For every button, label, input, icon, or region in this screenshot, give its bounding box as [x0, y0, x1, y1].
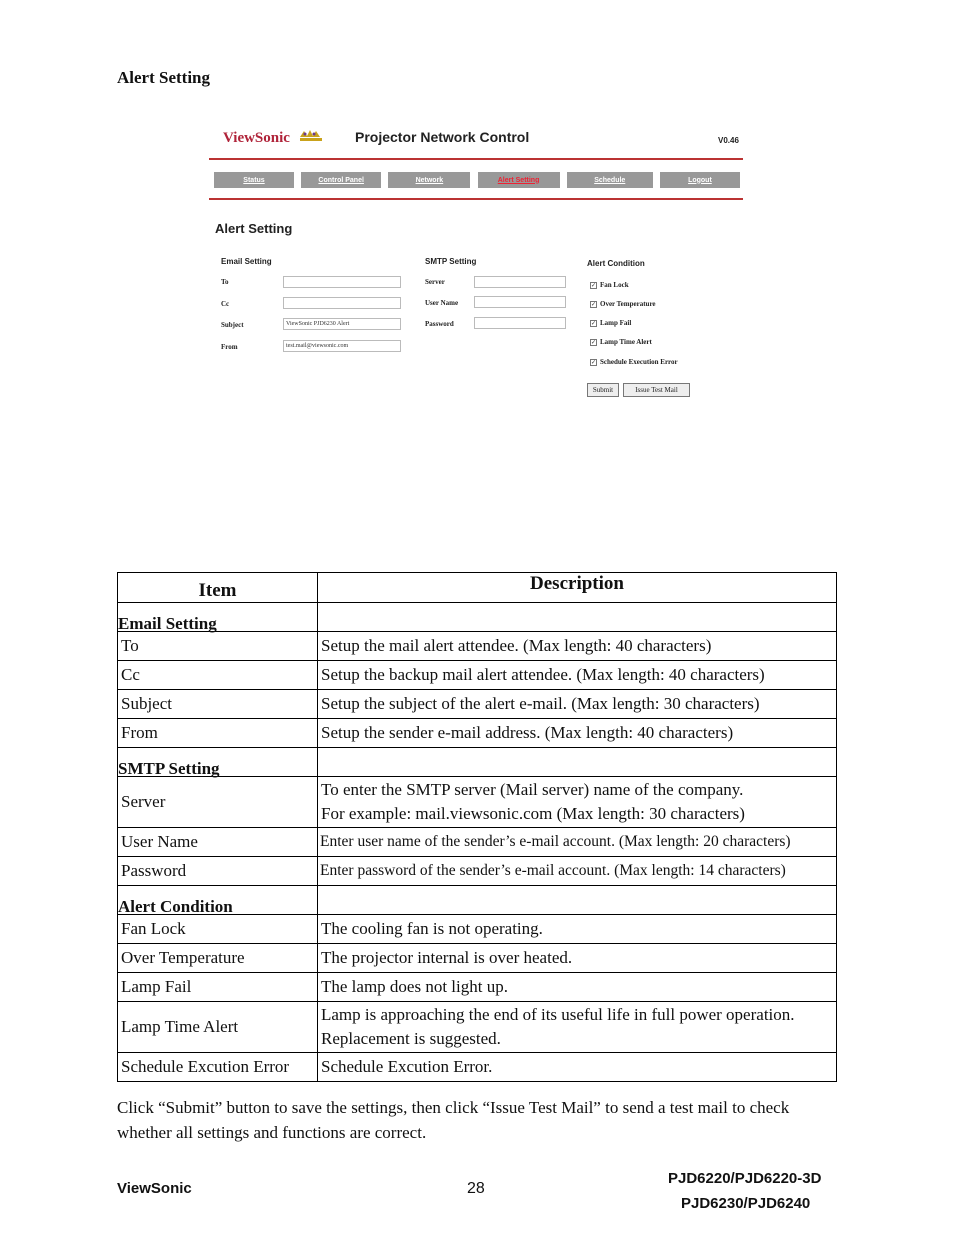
birds-logo-icon — [299, 128, 323, 142]
from-input[interactable]: test.mail@viewsonic.com — [283, 340, 401, 352]
item-cell: Password — [118, 857, 318, 886]
nav-network[interactable]: Network — [388, 172, 470, 188]
table-row — [118, 661, 837, 690]
item-cell: Lamp Time Alert — [118, 1002, 318, 1053]
section-row-alert — [118, 886, 837, 915]
table-row — [118, 857, 837, 886]
desc-cell: The lamp does not light up. — [318, 973, 837, 1002]
schedule-error-checkbox[interactable]: ✓ — [591, 360, 597, 366]
item-cell: Schedule Excution Error — [118, 1053, 318, 1082]
smtp-setting-heading: SMTP Setting — [425, 257, 477, 266]
footer-brand: ViewSonic — [117, 1180, 192, 1197]
page-heading: Alert Setting — [117, 68, 211, 87]
section-row-smtp — [118, 748, 837, 777]
server-input[interactable] — [474, 276, 566, 288]
table-row — [118, 632, 837, 661]
password-label: Password — [425, 320, 454, 328]
footer-model-line-2: PJD6230/PJD6240 — [681, 1195, 811, 1212]
item-cell: Fan Lock — [118, 915, 318, 944]
desc-line: For example: mail.viewsonic.com (Max length: 30 characters) — [321, 804, 745, 823]
nav-schedule[interactable]: Schedule — [567, 172, 653, 188]
footer-model-line-1: PJD6220/PJD6220-3D — [668, 1170, 822, 1187]
item-cell: User Name — [118, 828, 318, 857]
nav-alert-setting[interactable]: Alert Setting — [478, 172, 560, 188]
item-cell: To — [118, 632, 318, 661]
item-cell: Lamp Fail — [118, 973, 318, 1002]
email-setting-heading: Email Setting — [221, 257, 272, 266]
lamp-time-alert-checkbox[interactable]: ✓ — [591, 340, 597, 346]
alert-setting-title: Alert Setting — [215, 221, 293, 236]
to-input[interactable] — [283, 276, 401, 288]
table-row — [118, 1053, 837, 1082]
desc-line: Lamp is approaching the end of its useful life in full power operation. — [321, 1005, 795, 1024]
section-alert-condition: Alert Condition — [118, 886, 318, 915]
desc-cell: Schedule Excution Error. — [318, 1053, 837, 1082]
table-row — [118, 973, 837, 1002]
description-table — [117, 572, 837, 1082]
issue-test-mail-button[interactable]: Issue Test Mail — [623, 383, 690, 397]
alert-condition-heading: Alert Condition — [587, 259, 645, 268]
instruction-note: Click “Submit” button to save the settings, then click “Issue Test Mail” to send a test mail to check whether all settings and functions are correct. — [117, 1098, 790, 1142]
subject-label: Subject — [221, 321, 244, 329]
item-cell: Over Temperature — [118, 944, 318, 973]
nav-status[interactable]: Status — [214, 172, 294, 188]
page-number: 28 — [467, 1180, 485, 1197]
section-row-email — [118, 603, 837, 632]
item-cell: From — [118, 719, 318, 748]
submit-button[interactable]: Submit — [587, 383, 619, 397]
subject-input[interactable]: ViewSonic PJD6230 Alert — [283, 318, 401, 330]
desc-cell: The cooling fan is not operating. — [318, 915, 837, 944]
schedule-error-label: Schedule Execution Error — [600, 358, 678, 366]
cc-input[interactable] — [283, 297, 401, 309]
lamp-fail-checkbox[interactable]: ✓ — [591, 321, 597, 327]
fan-lock-label: Fan Lock — [600, 281, 629, 289]
header-description: Description — [318, 573, 837, 603]
web-ui-screenshot — [207, 120, 747, 410]
desc-line: To enter the SMTP server (Mail server) name of the company. — [321, 780, 744, 799]
table-row — [118, 777, 837, 828]
table-row — [118, 915, 837, 944]
brand-logo: ViewSonic — [223, 130, 290, 146]
desc-cell — [318, 1002, 837, 1053]
lamp-time-alert-label: Lamp Time Alert — [600, 338, 652, 346]
to-label: To — [221, 278, 229, 286]
section-email-setting: Email Setting — [118, 603, 318, 632]
desc-cell: Setup the subject of the alert e-mail. (Max length: 30 characters) — [318, 690, 837, 719]
section-smtp-setting: SMTP Setting — [118, 748, 318, 777]
table-row — [118, 1002, 837, 1053]
table-row — [118, 828, 837, 857]
table-row — [118, 690, 837, 719]
nav-control-panel[interactable]: Control Panel — [301, 172, 381, 188]
server-label: Server — [425, 278, 445, 286]
item-cell: Server — [118, 777, 318, 828]
over-temperature-checkbox[interactable]: ✓ — [591, 302, 597, 308]
version-label: V0.46 — [718, 136, 739, 145]
lamp-fail-label: Lamp Fail — [600, 319, 632, 327]
desc-cell: Enter user name of the sender’s e-mail account. (Max length: 20 characters) — [318, 828, 837, 857]
item-cell: Cc — [118, 661, 318, 690]
desc-cell: Setup the mail alert attendee. (Max length: 40 characters) — [318, 632, 837, 661]
from-label: From — [221, 343, 238, 351]
table-row — [118, 944, 837, 973]
item-cell: Subject — [118, 690, 318, 719]
table-row — [118, 719, 837, 748]
user-name-label: User Name — [425, 299, 459, 307]
fan-lock-checkbox[interactable]: ✓ — [591, 283, 597, 289]
nav-divider — [209, 198, 743, 200]
desc-cell: Setup the sender e-mail address. (Max length: 40 characters) — [318, 719, 837, 748]
nav-logout[interactable]: Logout — [660, 172, 740, 188]
app-title: Projector Network Control — [355, 129, 530, 145]
header-item: Item — [118, 573, 318, 603]
desc-cell — [318, 777, 837, 828]
top-divider — [209, 158, 743, 160]
table-header-row — [118, 573, 837, 603]
nav-bar — [214, 172, 740, 188]
cc-label: Cc — [221, 300, 230, 308]
desc-cell: The projector internal is over heated. — [318, 944, 837, 973]
desc-line: Replacement is suggested. — [321, 1029, 501, 1048]
desc-cell: Setup the backup mail alert attendee. (Max length: 40 characters) — [318, 661, 837, 690]
over-temperature-label: Over Temperature — [600, 300, 656, 308]
password-input[interactable] — [474, 317, 566, 329]
desc-cell: Enter password of the sender’s e-mail account. (Max length: 14 characters) — [318, 857, 837, 886]
user-name-input[interactable] — [474, 296, 566, 308]
